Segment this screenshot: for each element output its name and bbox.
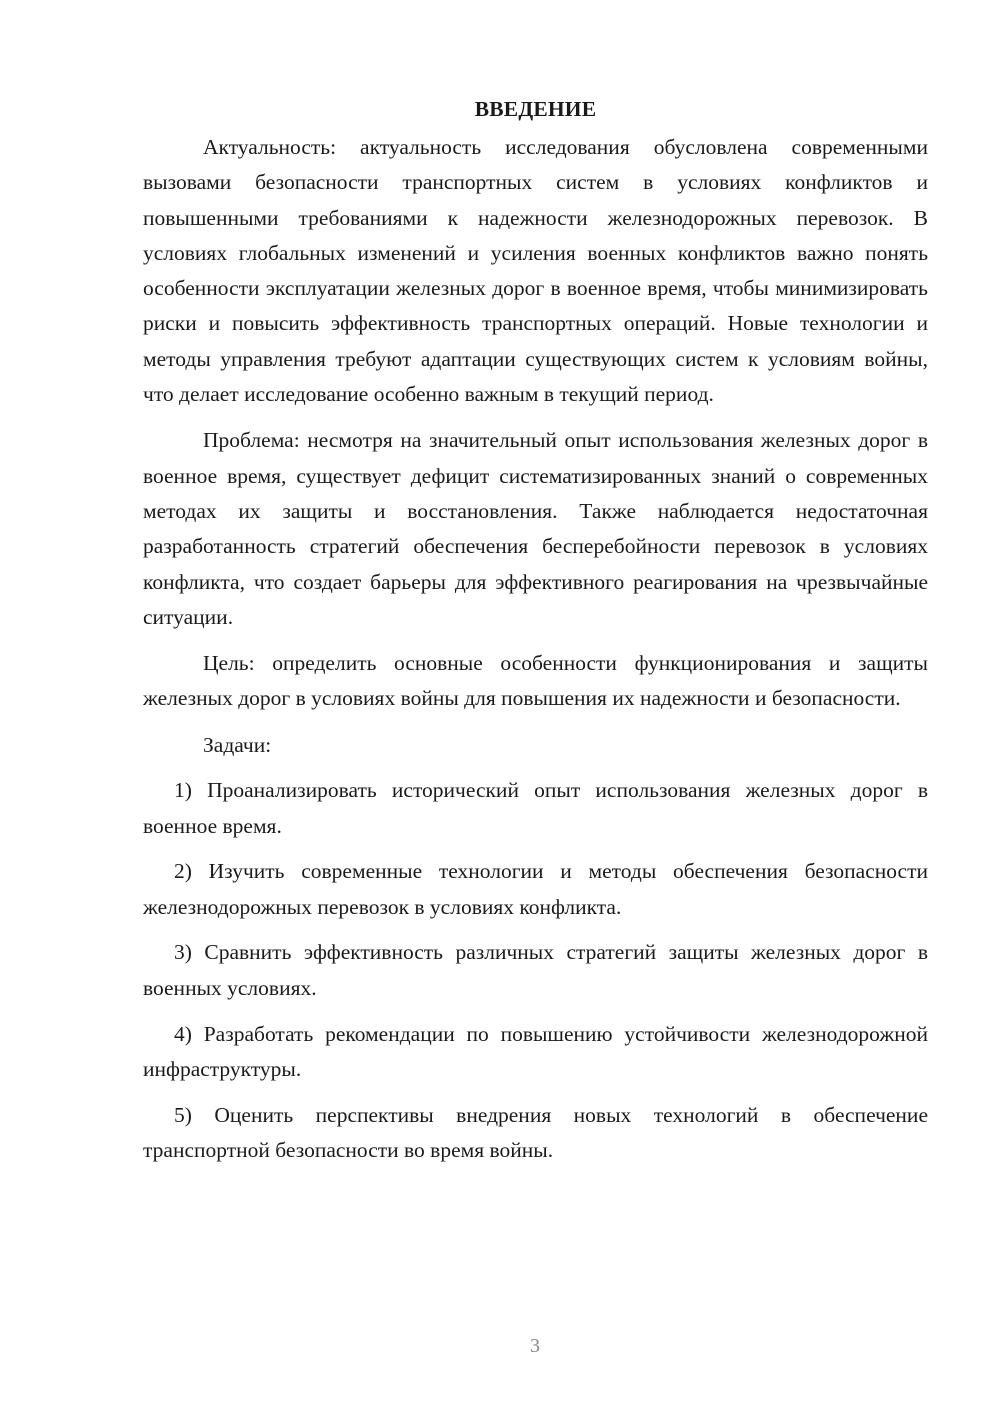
section-title: ВВЕДЕНИЕ (474, 97, 597, 121)
task-item: 3) Сравнить эффективность различных стратегий защиты железных дорог в военных условиях. (143, 940, 928, 1000)
page-content (143, 92, 928, 1168)
tasks-label: Задачи: (203, 732, 272, 757)
task-item: 2) Изучить современные технологии и методы обеспечения безопасности железнодорожных перевозок в условиях конфликта. (143, 859, 928, 919)
page-number: 3 (530, 1335, 540, 1357)
goal-paragraph: Цель: определить основные особенности функционирования и защиты железных дорог в условиях войны для повышения их надежности и безопасности. (143, 651, 928, 711)
relevance-paragraph: Актуальность: актуальность исследования обусловлена современными вызовами безопасности транспортных систем в условиях конфликтов и повышенными требованиями к надежности железнодорожных перевозок. В условиях глобальных изменений и усиления военных конфликтов важно понять особенности эксплуатации железных дорог в военное время, чтобы минимизировать риски и повысить эффективность транспортных операций. Новые технологии и методы управления требуют адаптации существующих систем к условиям войны, что делает исследование особенно важным в текущий период. (143, 135, 928, 407)
task-item: 4) Разработать рекомендации по повышению устойчивости железнодорожной инфраструктуры. (143, 1021, 928, 1081)
task-item: 5) Оценить перспективы внедрения новых технологий в обеспечение транспортной безопасности во время войны. (143, 1102, 928, 1162)
problem-paragraph: Проблема: несмотря на значительный опыт использования железных дорог в военное время, существует дефицит систематизированных знаний о современных методах их защиты и восстановления. Также наблюдается недостаточная разработанность стратегий обеспечения бесперебойности перевозок в условиях конфликта, что создает барьеры для эффективного реагирования на чрезвычайные ситуации. (143, 428, 928, 629)
task-item: 1) Проанализировать исторический опыт использования железных дорог в военное время. (143, 778, 928, 838)
